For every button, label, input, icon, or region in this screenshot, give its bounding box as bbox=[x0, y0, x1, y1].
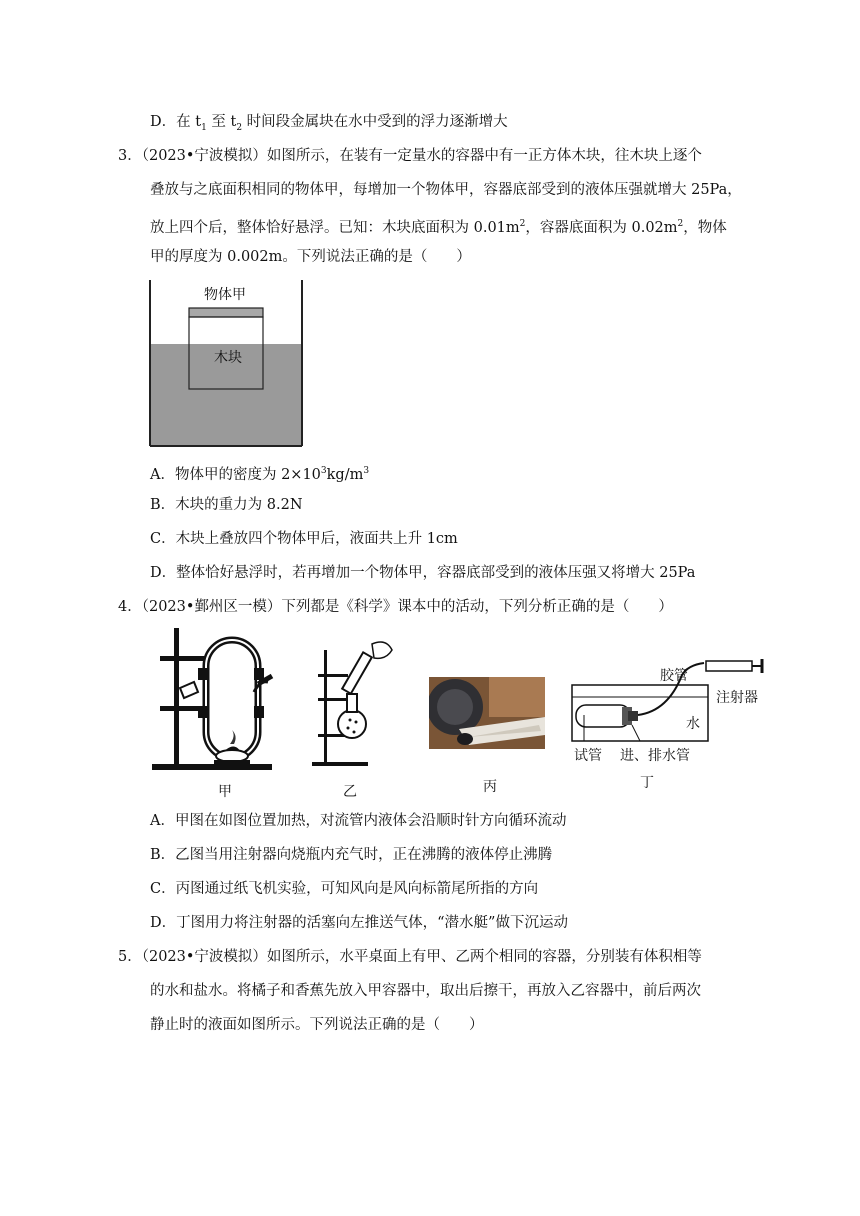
q2-option-d: D．在 $t_1$ 至 $t_2$ 时间段金属块在水中受到的浮力逐渐增大 bbox=[150, 114, 508, 133]
q3-option-d: D．整体恰好悬浮时，若再增加一个物体甲，容器底部受到的液体压强又将增大 25Pa bbox=[150, 565, 696, 581]
q4-option-b: B．乙图当用注射器向烧瓶内充气时，正在沸腾的液体停止沸腾 bbox=[150, 847, 553, 863]
object-jia-plate bbox=[189, 308, 263, 317]
label-inout-pipe: 进、排水管 bbox=[620, 748, 690, 764]
q3-option-a: A．物体甲的密度为 $2\times 10^3kg/m^3$ bbox=[150, 466, 370, 483]
label-object-jia: 物体甲 bbox=[204, 287, 246, 303]
q5-stem-line1: 5．（2023•宁波模拟）如图所示，水平桌面上有甲、乙两个相同的容器，分别装有体积相等 bbox=[118, 949, 702, 965]
q4-option-c: C．丙图通过纸飞机实验，可知风向是风向标箭尾所指的方向 bbox=[150, 881, 539, 897]
paper-plane-photo-svg bbox=[429, 677, 545, 749]
q3-stem-line3: 放上四个后，整体恰好悬浮。已知：木块底面积为 $0.01m^2$，容器底面积为 $0.02m^2$，物体 bbox=[150, 219, 727, 236]
flask-syringe-svg bbox=[308, 640, 406, 770]
q4-figure-bing-photo bbox=[429, 677, 545, 749]
label-water: 水 bbox=[686, 716, 700, 732]
label-ding: 丁 bbox=[640, 775, 654, 791]
label-bing: 丙 bbox=[483, 779, 497, 795]
label-testtube: 试管 bbox=[574, 748, 602, 764]
label-jia: 甲 bbox=[218, 784, 232, 800]
q4-figure-jia bbox=[150, 626, 280, 774]
q4-option-a: A．甲图在如图位置加热，对流管内液体会沿顺时针方向循环流动 bbox=[150, 813, 567, 829]
q4-option-d: D．丁图用力将注射器的活塞向左推送气体，“潜水艇”做下沉运动 bbox=[150, 915, 568, 931]
q4-figure-yi bbox=[308, 640, 406, 770]
q5-stem-line3: 静止时的液面如图所示。下列说法正确的是（ ） bbox=[150, 1017, 484, 1033]
convection-apparatus-svg bbox=[150, 626, 280, 774]
label-syringe: 注射器 bbox=[716, 690, 758, 706]
q3-stem-line2: 叠放与之底面积相同的物体甲，每增加一个物体甲，容器底部受到的液体压强就增大 25Pa， bbox=[150, 182, 742, 198]
q4-figure-ding bbox=[570, 655, 770, 764]
q3-stem-line1: 3．（2023•宁波模拟）如图所示，在装有一定量水的容器中有一正方体木块，往木块上逐个 bbox=[118, 148, 702, 164]
q3-figure-container bbox=[148, 280, 304, 448]
q4-stem-line1: 4．（2023•鄞州区一模）下列都是《科学》课本中的活动，下列分析正确的是（ ） bbox=[118, 599, 673, 615]
q5-stem-line2: 的水和盐水。将橘子和香蕉先放入甲容器中，取出后擦干，再放入乙容器中，前后两次 bbox=[150, 983, 701, 999]
q3-option-c: C．木块上叠放四个物体甲后，液面共上升 1cm bbox=[150, 531, 458, 547]
label-yi: 乙 bbox=[343, 784, 357, 800]
label-wood-block: 木块 bbox=[214, 350, 242, 366]
q3-option-b: B．木块的重力为 8.2N bbox=[150, 497, 303, 513]
q3-stem-line4: 甲的厚度为 0.002m。下列说法正确的是（ ） bbox=[150, 249, 471, 265]
label-tube: 胶管 bbox=[660, 668, 688, 684]
